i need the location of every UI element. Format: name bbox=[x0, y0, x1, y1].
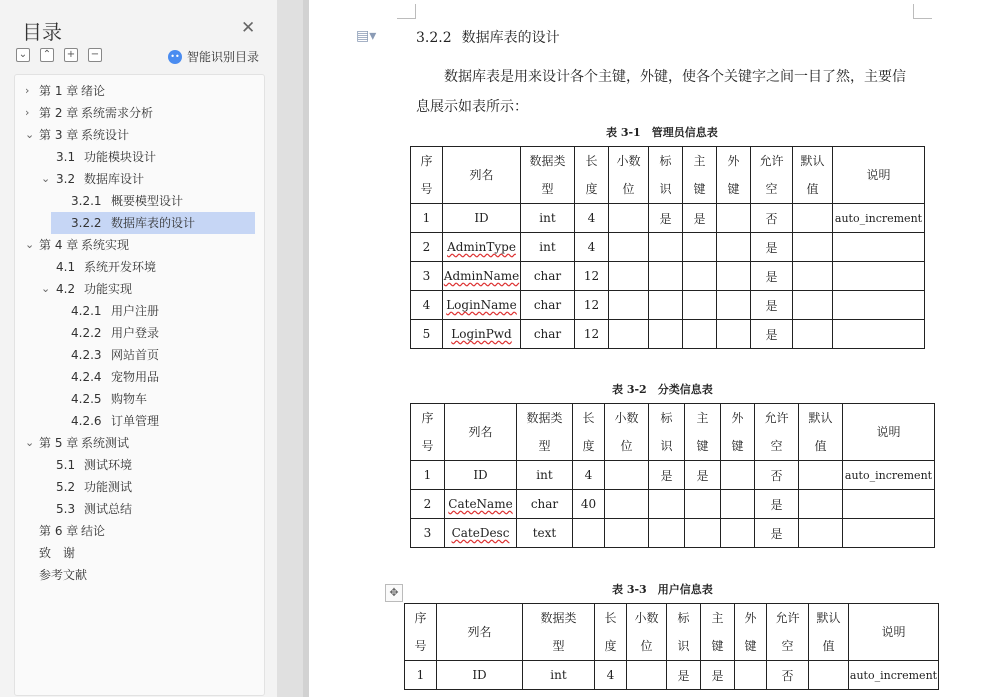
table-cell[interactable]: 否 bbox=[767, 661, 809, 690]
table-cell[interactable] bbox=[833, 233, 925, 262]
table-header-cell[interactable]: 允许 空 bbox=[755, 404, 799, 461]
toc-item-label: 功能模块设计 bbox=[84, 150, 157, 164]
toc-item[interactable] bbox=[16, 432, 256, 454]
chevron-down-icon[interactable]: ⌄ bbox=[25, 238, 35, 251]
table-header-cell[interactable]: 列名 bbox=[443, 147, 521, 204]
table-cell[interactable] bbox=[683, 291, 717, 320]
table-cell[interactable] bbox=[627, 661, 667, 690]
table-header-cell[interactable]: 小数 位 bbox=[609, 147, 649, 204]
table-header-cell[interactable]: 外 键 bbox=[721, 404, 755, 461]
table-cell[interactable] bbox=[717, 291, 751, 320]
table-header-cell[interactable]: 允许 空 bbox=[767, 604, 809, 661]
toc-item-number: 5.1 bbox=[56, 458, 76, 472]
toc-item-number: 4.2.5 bbox=[71, 392, 102, 406]
document-page[interactable] bbox=[309, 0, 1007, 697]
table-cell[interactable]: 否 bbox=[751, 204, 793, 233]
toc-item-label: 宠物用品 bbox=[111, 370, 160, 384]
table-cell[interactable]: int bbox=[517, 461, 573, 490]
table-cell[interactable]: LoginName bbox=[443, 291, 521, 320]
toc-item-number: 3.1 bbox=[56, 150, 76, 164]
table-header-cell[interactable]: 序 号 bbox=[405, 604, 437, 661]
toc-item-number: 第 6 章 bbox=[39, 524, 79, 538]
table-header-cell[interactable]: 说明 bbox=[849, 604, 939, 661]
table-cell[interactable]: AdminName bbox=[443, 262, 521, 291]
table-header-cell[interactable]: 标 识 bbox=[649, 147, 683, 204]
table-cell[interactable] bbox=[609, 233, 649, 262]
toc-item-label: 系统实现 bbox=[81, 238, 130, 252]
table-cell[interactable] bbox=[793, 291, 833, 320]
toc-item-number: 4.2.3 bbox=[71, 348, 102, 362]
collapse-all-icon[interactable]: ⌃ bbox=[40, 48, 54, 62]
table-cell[interactable]: 是 bbox=[685, 461, 721, 490]
table-cell[interactable]: CateDesc bbox=[445, 519, 517, 548]
toc-item-label: 绪论 bbox=[81, 84, 106, 98]
table-cell[interactable] bbox=[573, 519, 605, 548]
toc-item-label: 订单管理 bbox=[111, 414, 160, 428]
table-cell[interactable]: 是 bbox=[755, 519, 799, 548]
table-row bbox=[411, 519, 935, 548]
table-cell[interactable] bbox=[605, 519, 649, 548]
table-cell[interactable]: CateName bbox=[445, 490, 517, 519]
table-header-cell[interactable]: 默认 值 bbox=[809, 604, 849, 661]
table-cell[interactable]: 1 bbox=[405, 661, 437, 690]
body-paragraph-line2: 息展示如表所示： bbox=[416, 99, 528, 115]
table-cell[interactable] bbox=[609, 320, 649, 349]
table-cell[interactable] bbox=[683, 233, 717, 262]
chevron-down-icon[interactable]: ⌄ bbox=[41, 282, 51, 295]
table-header-cell[interactable]: 标 识 bbox=[667, 604, 701, 661]
add-heading-icon[interactable]: + bbox=[64, 48, 78, 62]
toc-item-number: 3.2.1 bbox=[71, 194, 102, 208]
table-cell[interactable]: char bbox=[521, 320, 575, 349]
table-header-cell[interactable]: 列名 bbox=[437, 604, 523, 661]
toc-item-label: 测试环境 bbox=[84, 458, 133, 472]
table-header-cell[interactable]: 列名 bbox=[445, 404, 517, 461]
table-cell[interactable] bbox=[717, 204, 751, 233]
ai-icon: •• bbox=[168, 50, 182, 64]
table-cell[interactable]: 12 bbox=[575, 320, 609, 349]
toc-item[interactable] bbox=[16, 520, 256, 542]
table-cell[interactable] bbox=[833, 320, 925, 349]
chevron-down-icon[interactable]: ⌄ bbox=[25, 436, 35, 449]
toc-item[interactable] bbox=[51, 344, 255, 366]
toc-item-number: 第 3 章 bbox=[39, 128, 79, 142]
table-row bbox=[411, 233, 925, 262]
toc-item-number: 4.2.4 bbox=[71, 370, 102, 384]
table-cell[interactable]: 是 bbox=[701, 661, 735, 690]
table-row bbox=[411, 490, 935, 519]
table-cell[interactable]: 4 bbox=[573, 461, 605, 490]
toc-item-label: 数据库表的设计 bbox=[111, 216, 196, 230]
toc-item-number: 第 2 章 bbox=[39, 106, 79, 120]
table-cell[interactable]: 4 bbox=[595, 661, 627, 690]
table-header-cell[interactable]: 主 键 bbox=[701, 604, 735, 661]
toc-item[interactable] bbox=[51, 322, 255, 344]
table-cell[interactable] bbox=[605, 490, 649, 519]
table-cell[interactable] bbox=[609, 291, 649, 320]
table-header-cell[interactable]: 允许 空 bbox=[751, 147, 793, 204]
table-caption: 表 3-1 管理员信息表 bbox=[606, 126, 718, 139]
table-header-cell[interactable]: 长 度 bbox=[575, 147, 609, 204]
table-row bbox=[405, 661, 939, 690]
table-cell[interactable] bbox=[799, 519, 843, 548]
table-cell[interactable] bbox=[717, 233, 751, 262]
toc-item-number: 5.2 bbox=[56, 480, 76, 494]
table-header-cell[interactable]: 说明 bbox=[833, 147, 925, 204]
table-caption: 表 3-3 用户信息表 bbox=[612, 583, 713, 596]
table-header-cell[interactable]: 数据类 型 bbox=[523, 604, 595, 661]
table-cell[interactable] bbox=[649, 262, 683, 291]
toc-item-label: 购物车 bbox=[111, 392, 148, 406]
toc-item-label: 测试总结 bbox=[84, 502, 133, 516]
toc-item-label: 系统需求分析 bbox=[81, 106, 154, 120]
table-header-cell[interactable]: 小数 位 bbox=[627, 604, 667, 661]
toc-title: 目录 bbox=[22, 20, 62, 44]
table-header-cell[interactable]: 数据类 型 bbox=[521, 147, 575, 204]
table-cell[interactable] bbox=[833, 291, 925, 320]
table-cell[interactable] bbox=[793, 320, 833, 349]
table-cell[interactable] bbox=[609, 204, 649, 233]
table-header-cell[interactable]: 序 号 bbox=[411, 404, 445, 461]
table-cell[interactable] bbox=[735, 661, 767, 690]
body-paragraph-line1: 数据库表是用来设计各个主键，外键，使各个关键字之间一目了然，主要信 bbox=[444, 69, 906, 85]
toc-item-label: 结论 bbox=[81, 524, 106, 538]
toc-item[interactable] bbox=[16, 542, 256, 564]
table-cell[interactable] bbox=[843, 519, 935, 548]
table-cell[interactable] bbox=[649, 490, 685, 519]
table-cell[interactable]: 1 bbox=[411, 204, 443, 233]
table-cell[interactable]: 12 bbox=[575, 262, 609, 291]
table-cell[interactable]: 2 bbox=[411, 233, 443, 262]
toc-item[interactable] bbox=[51, 388, 255, 410]
table-cell[interactable] bbox=[721, 490, 755, 519]
table-cell[interactable]: 否 bbox=[755, 461, 799, 490]
table-cell[interactable]: LoginPwd bbox=[443, 320, 521, 349]
toc-item[interactable] bbox=[16, 564, 256, 586]
table-header-cell[interactable]: 外 键 bbox=[735, 604, 767, 661]
toc-item-number: 3.2 bbox=[56, 172, 76, 186]
toc-item-number: 4.2.6 bbox=[71, 414, 102, 428]
table-cell[interactable]: auto_increment bbox=[843, 461, 935, 490]
toc-item-number: 4.2.1 bbox=[71, 304, 102, 318]
table-cell[interactable] bbox=[717, 320, 751, 349]
table-cell[interactable]: 是 bbox=[667, 661, 701, 690]
smart-toc-button[interactable] bbox=[168, 48, 259, 65]
table-cell[interactable] bbox=[809, 661, 849, 690]
table-header-cell[interactable]: 主 键 bbox=[683, 147, 717, 204]
toc-item[interactable] bbox=[16, 124, 256, 146]
table-cell[interactable]: auto_increment bbox=[833, 204, 925, 233]
table-cell[interactable]: 是 bbox=[755, 490, 799, 519]
table-cell[interactable]: 4 bbox=[575, 233, 609, 262]
table-caption: 表 3-2 分类信息表 bbox=[612, 383, 713, 396]
table-cell[interactable]: 是 bbox=[649, 461, 685, 490]
toc-item-label: 系统开发环境 bbox=[84, 260, 157, 274]
table-cell[interactable] bbox=[649, 233, 683, 262]
table-cell[interactable] bbox=[685, 519, 721, 548]
toc-item[interactable] bbox=[16, 146, 256, 168]
table-header-cell[interactable]: 长 度 bbox=[573, 404, 605, 461]
toc-item-label: 系统测试 bbox=[81, 436, 130, 450]
table-cell[interactable] bbox=[721, 519, 755, 548]
toc-item[interactable] bbox=[16, 476, 256, 498]
table-cell[interactable] bbox=[605, 461, 649, 490]
chevron-down-icon[interactable]: ⌄ bbox=[41, 172, 51, 185]
chevron-right-icon[interactable]: › bbox=[25, 84, 30, 97]
toc-item-label: 用户登录 bbox=[111, 326, 160, 340]
chevron-down-icon[interactable]: ⌄ bbox=[25, 128, 35, 141]
toc-item-label: 用户注册 bbox=[111, 304, 160, 318]
table-cell[interactable] bbox=[843, 490, 935, 519]
toc-item-label: 功能实现 bbox=[84, 282, 133, 296]
chevron-right-icon[interactable]: › bbox=[25, 106, 30, 119]
table-header-cell[interactable]: 序 号 bbox=[411, 147, 443, 204]
table-row bbox=[411, 291, 925, 320]
table-cell[interactable] bbox=[799, 461, 843, 490]
table-header-cell[interactable]: 小数 位 bbox=[605, 404, 649, 461]
table-header-row bbox=[405, 604, 939, 661]
table-move-icon[interactable]: ✥ bbox=[385, 584, 403, 602]
table-cell[interactable]: 是 bbox=[751, 233, 793, 262]
table-cell[interactable]: 5 bbox=[411, 320, 443, 349]
toc-item[interactable] bbox=[16, 102, 256, 124]
table-row bbox=[411, 204, 925, 233]
table-cell[interactable]: int bbox=[521, 204, 575, 233]
toc-item[interactable] bbox=[16, 256, 256, 278]
toc-item[interactable] bbox=[51, 410, 255, 432]
data-table[interactable] bbox=[410, 146, 925, 349]
table-cell[interactable]: AdminType bbox=[443, 233, 521, 262]
table-cell[interactable] bbox=[799, 490, 843, 519]
table-header-cell[interactable]: 长 度 bbox=[595, 604, 627, 661]
toc-item-label: 功能测试 bbox=[84, 480, 133, 494]
toc-item-number: 第 5 章 bbox=[39, 436, 79, 450]
toc-item-number: 致 谢 bbox=[39, 546, 76, 560]
table-row bbox=[411, 262, 925, 291]
toc-item[interactable] bbox=[16, 234, 256, 256]
table-header-cell[interactable]: 默认 值 bbox=[793, 147, 833, 204]
toc-item[interactable] bbox=[16, 80, 256, 102]
table-cell[interactable]: 是 bbox=[751, 291, 793, 320]
section-heading bbox=[416, 27, 560, 47]
toc-item[interactable] bbox=[16, 278, 256, 300]
table-cell[interactable] bbox=[649, 519, 685, 548]
table-cell[interactable]: 1 bbox=[411, 461, 445, 490]
table-cell[interactable]: 3 bbox=[411, 262, 443, 291]
table-cell[interactable] bbox=[717, 262, 751, 291]
data-table[interactable] bbox=[410, 403, 935, 548]
table-cell[interactable] bbox=[649, 291, 683, 320]
table-cell[interactable]: ID bbox=[437, 661, 523, 690]
table-cell[interactable] bbox=[721, 461, 755, 490]
close-icon[interactable]: ✕ bbox=[241, 18, 256, 38]
table-cell[interactable]: int bbox=[523, 661, 595, 690]
table-cell[interactable] bbox=[609, 262, 649, 291]
toc-item[interactable] bbox=[51, 300, 255, 322]
table-header-row bbox=[411, 147, 925, 204]
table-cell[interactable]: 是 bbox=[751, 262, 793, 291]
table-cell[interactable]: 是 bbox=[649, 204, 683, 233]
table-cell[interactable]: 2 bbox=[411, 490, 445, 519]
table-cell[interactable]: 4 bbox=[411, 291, 443, 320]
table-cell[interactable] bbox=[793, 233, 833, 262]
toc-item[interactable] bbox=[16, 168, 256, 190]
toc-sidebar bbox=[0, 0, 277, 697]
corner-mark-left bbox=[397, 4, 416, 19]
table-header-cell[interactable]: 数据类 型 bbox=[517, 404, 573, 461]
toc-item-number: 第 1 章 bbox=[39, 84, 79, 98]
table-cell[interactable]: 是 bbox=[683, 204, 717, 233]
section-title: 数据库表的设计 bbox=[461, 30, 560, 46]
toc-item-number: 参考文献 bbox=[39, 568, 88, 582]
table-cell[interactable] bbox=[833, 262, 925, 291]
remove-heading-icon[interactable]: − bbox=[88, 48, 102, 62]
toc-item[interactable] bbox=[16, 498, 256, 520]
toc-item-number: 第 4 章 bbox=[39, 238, 79, 252]
data-table[interactable] bbox=[404, 603, 939, 690]
table-header-cell[interactable]: 外 键 bbox=[717, 147, 751, 204]
table-cell[interactable]: auto_increment bbox=[849, 661, 939, 690]
table-row bbox=[411, 320, 925, 349]
table-cell[interactable]: ID bbox=[445, 461, 517, 490]
table-cell[interactable]: 12 bbox=[575, 291, 609, 320]
toc-item-number: 5.3 bbox=[56, 502, 76, 516]
table-cell[interactable]: char bbox=[521, 262, 575, 291]
document-icon[interactable]: ▤▾ bbox=[356, 28, 377, 44]
table-cell[interactable]: char bbox=[521, 291, 575, 320]
table-cell[interactable]: 40 bbox=[573, 490, 605, 519]
toc-item[interactable] bbox=[51, 366, 255, 388]
table-cell[interactable] bbox=[793, 204, 833, 233]
toc-item-number: 4.2 bbox=[56, 282, 76, 296]
toc-item-number: 4.2.2 bbox=[71, 326, 102, 340]
toc-item[interactable] bbox=[51, 212, 255, 234]
section-number: 3.2.2 bbox=[416, 30, 452, 46]
table-cell[interactable]: text bbox=[517, 519, 573, 548]
table-cell[interactable]: 4 bbox=[575, 204, 609, 233]
table-header-row bbox=[411, 404, 935, 461]
table-cell[interactable] bbox=[793, 262, 833, 291]
toc-list bbox=[14, 74, 265, 696]
table-cell[interactable]: ID bbox=[443, 204, 521, 233]
table-cell[interactable]: char bbox=[517, 490, 573, 519]
toc-item[interactable] bbox=[16, 454, 256, 476]
table-cell[interactable]: 是 bbox=[751, 320, 793, 349]
page-gutter bbox=[277, 0, 309, 697]
toc-item[interactable] bbox=[51, 190, 255, 212]
smart-toc-label: 智能识别目录 bbox=[187, 50, 260, 64]
table-header-cell[interactable]: 说明 bbox=[843, 404, 935, 461]
toc-item-number: 3.2.2 bbox=[71, 216, 102, 230]
table-cell[interactable]: 3 bbox=[411, 519, 445, 548]
table-cell[interactable] bbox=[683, 320, 717, 349]
toc-item-label: 网站首页 bbox=[111, 348, 160, 362]
table-header-cell[interactable]: 主 键 bbox=[685, 404, 721, 461]
table-row bbox=[411, 461, 935, 490]
table-header-cell[interactable]: 标 识 bbox=[649, 404, 685, 461]
toc-item-label: 数据库设计 bbox=[84, 172, 145, 186]
toc-item-number: 4.1 bbox=[56, 260, 76, 274]
table-cell[interactable]: int bbox=[521, 233, 575, 262]
table-cell[interactable] bbox=[683, 262, 717, 291]
toc-item-label: 概要模型设计 bbox=[111, 194, 184, 208]
toc-item-label: 系统设计 bbox=[81, 128, 130, 142]
expand-all-icon[interactable]: ⌄ bbox=[16, 48, 30, 62]
table-cell[interactable] bbox=[685, 490, 721, 519]
table-cell[interactable] bbox=[649, 320, 683, 349]
corner-mark-right bbox=[913, 4, 932, 19]
table-header-cell[interactable]: 默认 值 bbox=[799, 404, 843, 461]
